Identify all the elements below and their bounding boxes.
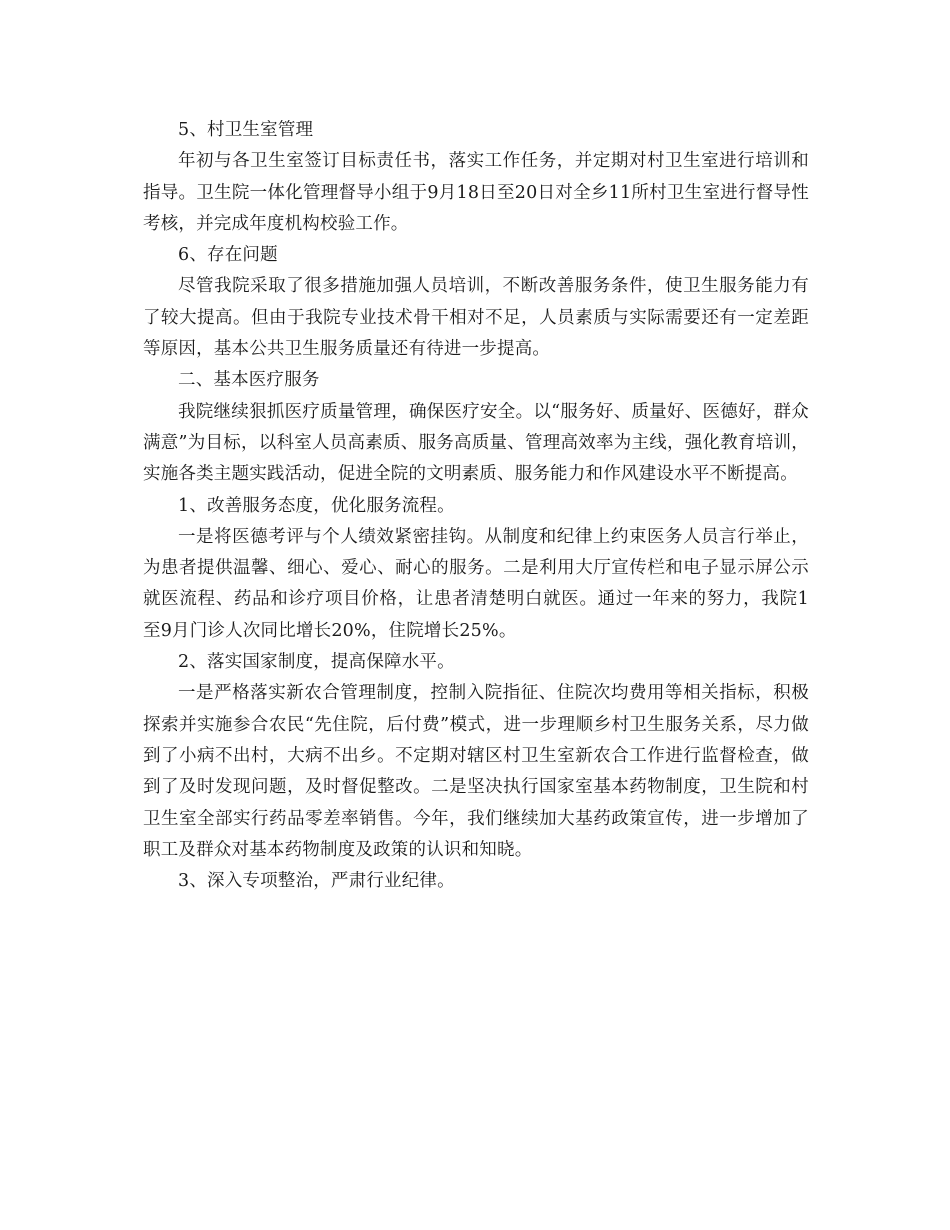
paragraph-service-attitude: 一是将医德考评与个人绩效紧密挂钩。从制度和纪律上约束医务人员言行举止，为患者提供温馨、细心、爱心、耐心的服务。二是利用大厅宣传栏和电子显示屏公示就医流程、药品和诊疗项目价格，让患者清楚明白就医。通过一年来的努力，我院1至9月门诊人次同比增长20%，住院增长25%。 xyxy=(143,526,809,641)
section-heading-village-clinic: 5、村卫生室管理 xyxy=(178,120,314,140)
document-body xyxy=(143,115,809,897)
section-heading-problems: 6、存在问题 xyxy=(178,245,278,266)
paragraph-basic-medical: 我院继续狠抓医疗质量管理，确保医疗安全。以“服务好、质量好、医德好，群众满意”为目标，以科室人员高素质、服务高质量、管理高效率为主线，强化教育培训，实施各类主题实践活动，促进全院的文明素质、服务能力和作风建设水平不断提高。 xyxy=(143,401,809,485)
section-heading-basic-medical: 二、基本医疗服务 xyxy=(178,370,320,391)
section-heading-service-attitude: 1、改善服务态度，优化服务流程。 xyxy=(178,495,455,516)
paragraph-national-system: 一是严格落实新农合管理制度，控制入院指征、住院次均费用等相关指标，积极探索并实施参合农民“先住院，后付费”模式，进一步理顺乡村卫生服务关系，尽力做到了小病不出村，大病不出乡。不定期对辖区村卫生室新农合工作进行监督检查，做到了及时发现问题，及时督促整改。二是坚决执行国家室基本药物制度，卫生院和村卫生室全部实行药品零差率销售。今年，我们继续加大基药政策宣传，进一步增加了职工及群众对基本药物制度及政策的认识和知晓。 xyxy=(143,683,809,860)
section-heading-national-system: 2、落实国家制度，提高保障水平。 xyxy=(178,652,455,673)
paragraph-problems: 尽管我院采取了很多措施加强人员培训，不断改善服务条件，使卫生服务能力有了较大提高。但由于我院专业技术骨干相对不足，人员素质与实际需要还有一定差距等原因，基本公共卫生服务质量还有待进一步提高。 xyxy=(143,276,809,360)
paragraph-village-clinic: 年初与各卫生室签订目标责任书，落实工作任务，并定期对村卫生室进行培训和指导。卫生院一体化管理督导小组于9月18日至20日对全乡11所村卫生室进行督导性考核，并完成年度机构校验工作。 xyxy=(143,151,809,234)
section-heading-special-rectification: 3、深入专项整治，严肃行业纪律。 xyxy=(178,871,455,892)
